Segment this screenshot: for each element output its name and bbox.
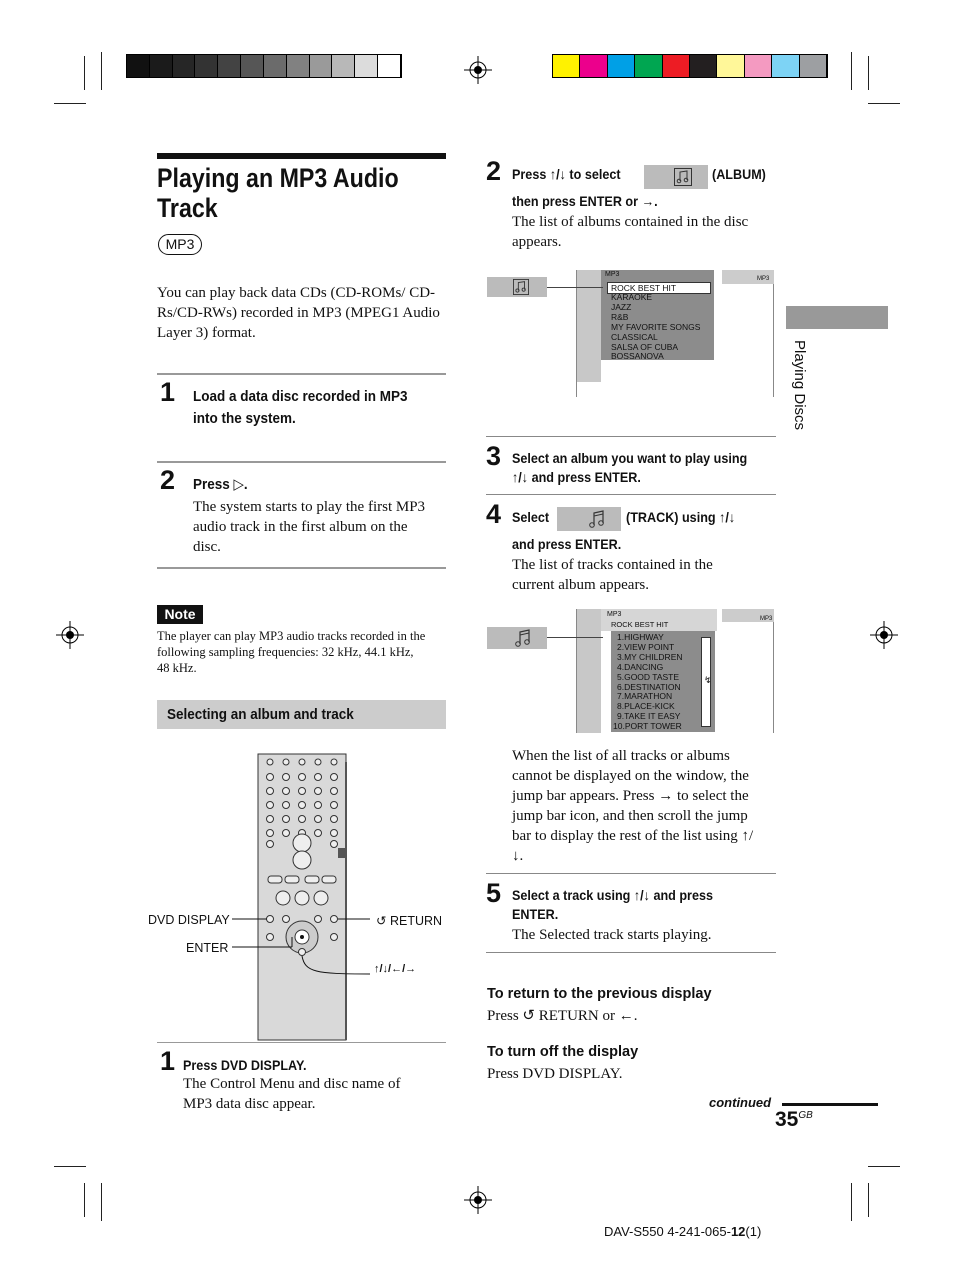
album-list-item[interactable]: BOSSANOVA	[611, 351, 664, 362]
gray-swatch	[241, 55, 264, 77]
color-swatch	[745, 55, 772, 77]
step-heading: Load a data disc recorded in MP3 into the system.	[193, 388, 408, 427]
intro-text: You can play back data CDs (CD-ROMs/ CD-Rs/CD-RWs) recorded in MP3 (MPEG1 Audio Layer 3) format.	[157, 285, 440, 341]
turnoff-text: Press DVD DISPLAY.	[487, 1066, 623, 1082]
album-list-item[interactable]: CLASSICAL	[611, 331, 658, 342]
step-body: The list of albums contained in the disc appears.	[512, 214, 749, 250]
step-heading: Select a track using ↑/↓ and press ENTER.	[512, 887, 713, 922]
track-list-item[interactable]: 1.HIGHWAY	[617, 632, 664, 642]
track-tab-icon[interactable]	[487, 627, 547, 649]
album-list-item[interactable]: SALSA OF CUBA	[611, 341, 679, 352]
album-list-item[interactable]: JAZZ	[611, 301, 632, 312]
screen-header: MP3	[605, 271, 620, 278]
step-number: 4	[486, 499, 502, 529]
color-swatch	[663, 55, 690, 77]
track-screen	[576, 609, 774, 733]
jump-bar-text: When the list of all tracks or albums cannot be displayed on the window, the jump bar appears. Press → to select the jump bar icon, and then scroll the jump bar to display the rest of the list using ↑/ ↓.	[512, 748, 754, 864]
registration-mark-icon	[464, 56, 492, 84]
page-number: $35^{GB}$	[775, 1108, 813, 1131]
enter-label: ENTER	[186, 941, 229, 955]
step-body: The Selected track starts playing.	[512, 927, 712, 943]
step-heading: Press DVD DISPLAY.	[183, 1057, 307, 1073]
color-swatch	[717, 55, 744, 77]
continued-rule	[782, 1103, 878, 1106]
return-text: Press ↺ RETURN or ←.	[487, 1008, 638, 1024]
step-heading: Select an album you want to play using ↑/↓ and press ENTER.	[512, 450, 748, 485]
gray-swatch	[332, 55, 355, 77]
registration-mark-icon	[56, 621, 84, 649]
step-heading: Press ↑/↓ to select	[512, 166, 621, 182]
screen-corner: MP3	[757, 276, 770, 282]
track-list-item[interactable]: 5.GOOD TASTE	[617, 671, 680, 682]
note-text: The player can play MP3 audio tracks recorded in the following sampling frequencies: 32 kHz, 44.1 kHz, 48 kHz.	[157, 629, 426, 675]
step-heading-line2: then press ENTER or →.	[512, 193, 658, 209]
dvd-display-label: DVD DISPLAY	[148, 913, 230, 927]
return-icon: ↺	[376, 914, 387, 928]
gray-swatch	[127, 55, 150, 77]
track-list-item[interactable]: 8.PLACE-KICK	[617, 701, 675, 712]
color-swatch	[635, 55, 662, 77]
screen-corner: MP3	[760, 616, 773, 622]
turnoff-heading: To turn off the display	[487, 1044, 639, 1060]
play-icon: ▷	[233, 476, 244, 493]
arrows-label: ↑/↓/←/→	[374, 963, 417, 975]
gray-swatch	[150, 55, 173, 77]
album-list-item[interactable]: MY FAVORITE SONGS	[611, 321, 701, 332]
step-heading-end: (ALBUM)	[712, 166, 766, 182]
note-label: Note	[157, 605, 203, 624]
album-tab-icon[interactable]	[487, 277, 547, 297]
grayscale-bar	[126, 54, 402, 78]
step-number: 2	[160, 465, 176, 495]
color-swatch	[553, 55, 580, 77]
track-list-item[interactable]: 2.VIEW POINT	[617, 641, 675, 652]
album-list-item[interactable]: R&B	[611, 311, 629, 322]
track-list-item[interactable]: 6.DESTINATION	[617, 681, 681, 692]
album-icon-box	[644, 165, 708, 189]
gray-swatch	[195, 55, 218, 77]
step-number: 5	[486, 878, 502, 908]
step-body: The list of tracks contained in the current album appears.	[512, 557, 713, 593]
color-swatch	[580, 55, 607, 77]
gray-swatch	[264, 55, 287, 77]
track-list-item[interactable]: 4.DANCING	[617, 661, 664, 672]
section-heading: Selecting an album and track	[157, 700, 446, 729]
title-rule	[157, 153, 446, 159]
track-list-item[interactable]: 9.TAKE IT EASY	[617, 711, 681, 722]
track-list-item[interactable]: 7.MARATHON	[617, 691, 673, 702]
color-swatch	[772, 55, 799, 77]
document-code: DAV-S550 4-241-065-12(1)	[604, 1224, 762, 1239]
selected-album-box[interactable]: ROCK BEST HIT	[607, 282, 711, 294]
color-swatch	[690, 55, 717, 77]
jump-bar-icon[interactable]: ↯	[704, 676, 712, 686]
gray-swatch	[287, 55, 310, 77]
remote-control-illustration	[140, 752, 460, 1042]
color-bar	[552, 54, 828, 78]
step-number: 3	[486, 441, 502, 471]
gray-swatch	[310, 55, 333, 77]
gray-swatch	[355, 55, 378, 77]
color-swatch	[608, 55, 635, 77]
album-list-item[interactable]: KARAOKE	[611, 292, 653, 302]
track-list	[613, 633, 683, 732]
gray-swatch	[378, 55, 401, 77]
gray-swatch	[173, 55, 196, 77]
continued-label: continued	[709, 1095, 772, 1110]
return-heading: To return to the previous display	[487, 986, 712, 1002]
step-heading-end: (TRACK) using ↑/↓	[626, 509, 736, 525]
side-tab-label: Playing Discs	[791, 340, 808, 431]
screen-album: ROCK BEST HIT	[611, 620, 669, 629]
registration-mark-icon	[464, 1186, 492, 1214]
step-body: The Control Menu and disc name of MP3 data disc appear.	[183, 1076, 401, 1112]
step-number: 2	[486, 156, 502, 186]
side-tab	[786, 306, 888, 329]
step-heading-line2: and press ENTER.	[512, 536, 622, 552]
step-heading: Select	[512, 509, 550, 525]
page-title: Playing an MP3 Audio Track	[157, 163, 399, 223]
album-list	[611, 293, 700, 362]
registration-mark-icon	[870, 621, 898, 649]
album-screen	[576, 270, 774, 397]
step-heading: Press ▷.	[193, 476, 248, 493]
step-number: 1	[160, 1046, 176, 1076]
return-label: ↺ RETURN	[376, 914, 443, 928]
mp3-badge: MP3	[158, 234, 202, 255]
color-swatch	[800, 55, 827, 77]
track-icon-box	[557, 507, 621, 531]
track-list-item[interactable]: 3.MY CHILDREN	[617, 651, 683, 662]
step-body: The system starts to play the first MP3 audio track in the first album on the disc.	[193, 499, 426, 555]
step-number: 1	[160, 377, 176, 407]
gray-swatch	[218, 55, 241, 77]
track-list-item[interactable]: 10.PORT TOWER	[613, 721, 682, 732]
screen-header: MP3	[607, 611, 622, 618]
